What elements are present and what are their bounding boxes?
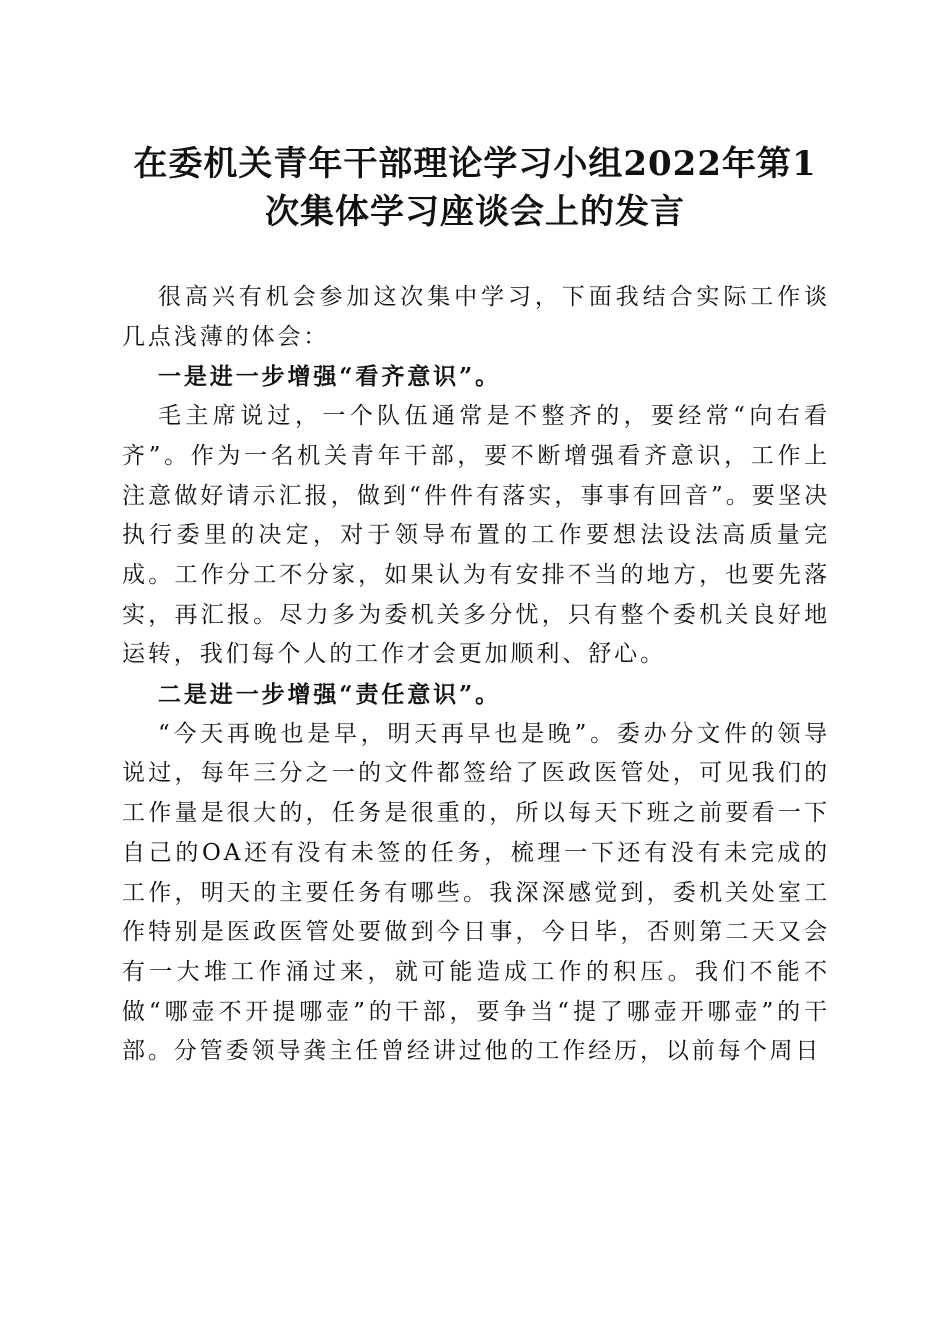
- section-1-paragraph: 毛主席说过，一个队伍通常是不整齐的，要经常“向右看齐”。作为一名机关青年干部，要不断增强看齐意识，工作上注意做好请示汇报，做到“件件有落实，事事有回音”。要坚决执行委里的决定，对于领导布置的工作要想法设法高质量完成。工作分工不分家，如果认为有安排不当的地方，也要先落实，再汇报。尽力多为委机关多分忧，只有整个委机关良好地运转，我们每个人的工作才会更加顺利、舒心。: [122, 403, 830, 668]
- section-2-paragraph: “今天再晚也是早，明天再早也是晚”。委办分文件的领导说过，每年三分之一的文件都签给了医政医管处，可见我们的工作量是很大的，任务是很重的，所以每天下班之前要看一下自己的OA还有没有未签的任务，梳理一下还有没有未完成的工作，明天的主要任务有哪些。我深深感觉到，委机关处室工作特别是医政医管处要做到今日事，今日毕，否则第二天又会有一大堆工作涌过来，就可能造成工作的积压。我们不能不做“哪壶不开提哪壶”的干部，要争当“提了哪壶开哪壶”的干部。分管委领导龚主任曾经讲过他的工作经历，以前每个周日: [122, 720, 830, 1065]
- section-heading-2: 二是进一步增强“责任意识”。: [158, 681, 502, 709]
- section-heading-1: 一是进一步增强“看齐意识”。: [158, 363, 502, 391]
- title-line-2: 次集体学习座谈会上的发言: [265, 192, 685, 232]
- intro-paragraph: 很高兴有机会参加这次集中学习，下面我结合实际工作谈几点浅薄的体会：: [122, 284, 830, 350]
- document-body: [122, 278, 830, 1072]
- title-line-1: 在委机关青年干部理论学习小组2022年第1: [133, 144, 817, 184]
- document-title: [110, 140, 840, 236]
